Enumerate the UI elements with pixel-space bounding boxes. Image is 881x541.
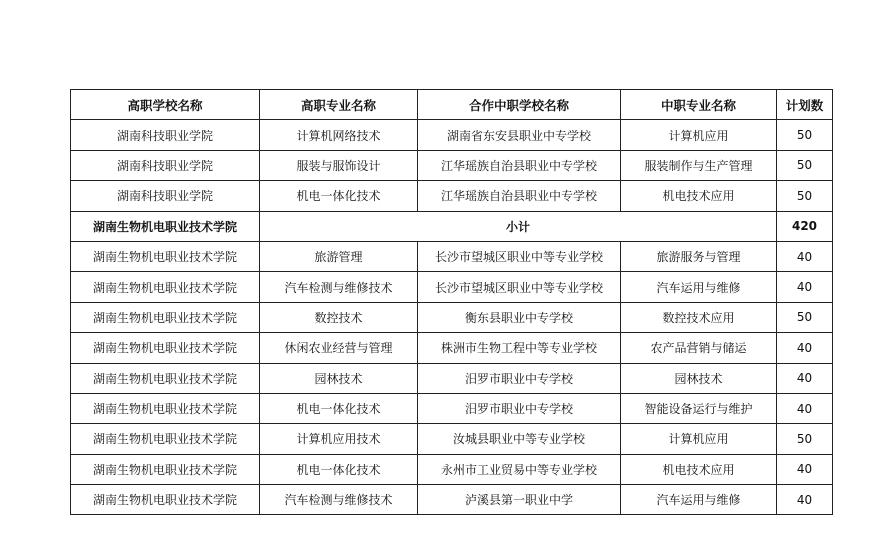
cell-vocational-college: 湖南生物机电职业技术学院 <box>71 424 260 454</box>
cell-partner-secondary-school: 株洲市生物工程中等专业学校 <box>418 333 621 363</box>
cell-vocational-major: 计算机网络技术 <box>260 120 418 150</box>
cell-plan-count: 40 <box>777 333 833 363</box>
cell-vocational-major: 休闲农业经营与管理 <box>260 333 418 363</box>
cell-secondary-major: 数控技术应用 <box>621 302 777 332</box>
cell-plan-count: 50 <box>777 424 833 454</box>
cell-plan-count: 50 <box>777 181 833 211</box>
cell-secondary-major: 旅游服务与管理 <box>621 241 777 271</box>
cell-vocational-major: 旅游管理 <box>260 241 418 271</box>
table-row <box>71 181 833 211</box>
cell-vocational-major: 服装与服饰设计 <box>260 150 418 180</box>
cell-vocational-college: 湖南生物机电职业技术学院 <box>71 302 260 332</box>
cell-secondary-major: 计算机应用 <box>621 120 777 150</box>
cell-vocational-college: 湖南生物机电职业技术学院 <box>71 241 260 271</box>
cell-secondary-major: 服装制作与生产管理 <box>621 150 777 180</box>
cell-vocational-major: 汽车检测与维修技术 <box>260 272 418 302</box>
cell-secondary-major: 机电技术应用 <box>621 181 777 211</box>
cell-partner-secondary-school: 永州市工业贸易中等专业学校 <box>418 454 621 484</box>
header-plan-count: 计划数 <box>777 90 833 120</box>
cell-vocational-college: 湖南科技职业学院 <box>71 150 260 180</box>
cell-partner-secondary-school: 汨罗市职业中专学校 <box>418 393 621 423</box>
cell-plan-count: 40 <box>777 393 833 423</box>
cell-partner-secondary-school: 长沙市望城区职业中等专业学校 <box>418 272 621 302</box>
cell-plan-count: 40 <box>777 485 833 515</box>
cell-plan-count: 40 <box>777 241 833 271</box>
table-row <box>71 241 833 271</box>
table-row <box>71 485 833 515</box>
cell-partner-secondary-school: 江华瑶族自治县职业中专学校 <box>418 181 621 211</box>
header-vocational-major: 高职专业名称 <box>260 90 418 120</box>
cell-vocational-major: 园林技术 <box>260 363 418 393</box>
cell-vocational-college: 湖南生物机电职业技术学院 <box>71 485 260 515</box>
subtotal-label: 小计 <box>260 211 777 241</box>
table-row <box>71 120 833 150</box>
subtotal-count: 420 <box>777 211 833 241</box>
table-row <box>71 302 833 332</box>
table-row <box>71 393 833 423</box>
cell-secondary-major: 机电技术应用 <box>621 454 777 484</box>
cell-partner-secondary-school: 湖南省东安县职业中专学校 <box>418 120 621 150</box>
cell-plan-count: 40 <box>777 272 833 302</box>
table-row <box>71 150 833 180</box>
cell-vocational-major: 机电一体化技术 <box>260 181 418 211</box>
enrollment-plan-table <box>70 89 833 515</box>
cell-secondary-major: 农产品营销与储运 <box>621 333 777 363</box>
table-header-row <box>71 90 833 120</box>
cell-partner-secondary-school: 汨罗市职业中专学校 <box>418 363 621 393</box>
cell-vocational-college: 湖南生物机电职业技术学院 <box>71 363 260 393</box>
cell-plan-count: 50 <box>777 150 833 180</box>
table-row <box>71 424 833 454</box>
cell-vocational-college: 湖南生物机电职业技术学院 <box>71 393 260 423</box>
header-secondary-major: 中职专业名称 <box>621 90 777 120</box>
cell-partner-secondary-school: 江华瑶族自治县职业中专学校 <box>418 150 621 180</box>
cell-vocational-major: 机电一体化技术 <box>260 393 418 423</box>
cell-vocational-college: 湖南科技职业学院 <box>71 120 260 150</box>
cell-vocational-college: 湖南生物机电职业技术学院 <box>71 333 260 363</box>
cell-partner-secondary-school: 长沙市望城区职业中等专业学校 <box>418 241 621 271</box>
subtotal-row <box>71 211 833 241</box>
cell-secondary-major: 园林技术 <box>621 363 777 393</box>
cell-partner-secondary-school: 汝城县职业中等专业学校 <box>418 424 621 454</box>
cell-partner-secondary-school: 泸溪县第一职业中学 <box>418 485 621 515</box>
cell-plan-count: 40 <box>777 454 833 484</box>
header-partner-secondary-school: 合作中职学校名称 <box>418 90 621 120</box>
cell-vocational-major: 数控技术 <box>260 302 418 332</box>
cell-vocational-college: 湖南生物机电职业技术学院 <box>71 454 260 484</box>
table-row <box>71 272 833 302</box>
cell-plan-count: 40 <box>777 363 833 393</box>
cell-partner-secondary-school: 衡东县职业中专学校 <box>418 302 621 332</box>
table-row <box>71 363 833 393</box>
cell-plan-count: 50 <box>777 120 833 150</box>
cell-secondary-major: 智能设备运行与维护 <box>621 393 777 423</box>
cell-secondary-major: 计算机应用 <box>621 424 777 454</box>
cell-vocational-major: 机电一体化技术 <box>260 454 418 484</box>
header-vocational-college: 高职学校名称 <box>71 90 260 120</box>
cell-vocational-major: 汽车检测与维修技术 <box>260 485 418 515</box>
subtotal-school: 湖南生物机电职业技术学院 <box>71 211 260 241</box>
cell-vocational-college: 湖南生物机电职业技术学院 <box>71 272 260 302</box>
cell-secondary-major: 汽车运用与维修 <box>621 485 777 515</box>
table-row <box>71 454 833 484</box>
table-row <box>71 333 833 363</box>
cell-vocational-major: 计算机应用技术 <box>260 424 418 454</box>
cell-secondary-major: 汽车运用与维修 <box>621 272 777 302</box>
cell-vocational-college: 湖南科技职业学院 <box>71 181 260 211</box>
cell-plan-count: 50 <box>777 302 833 332</box>
